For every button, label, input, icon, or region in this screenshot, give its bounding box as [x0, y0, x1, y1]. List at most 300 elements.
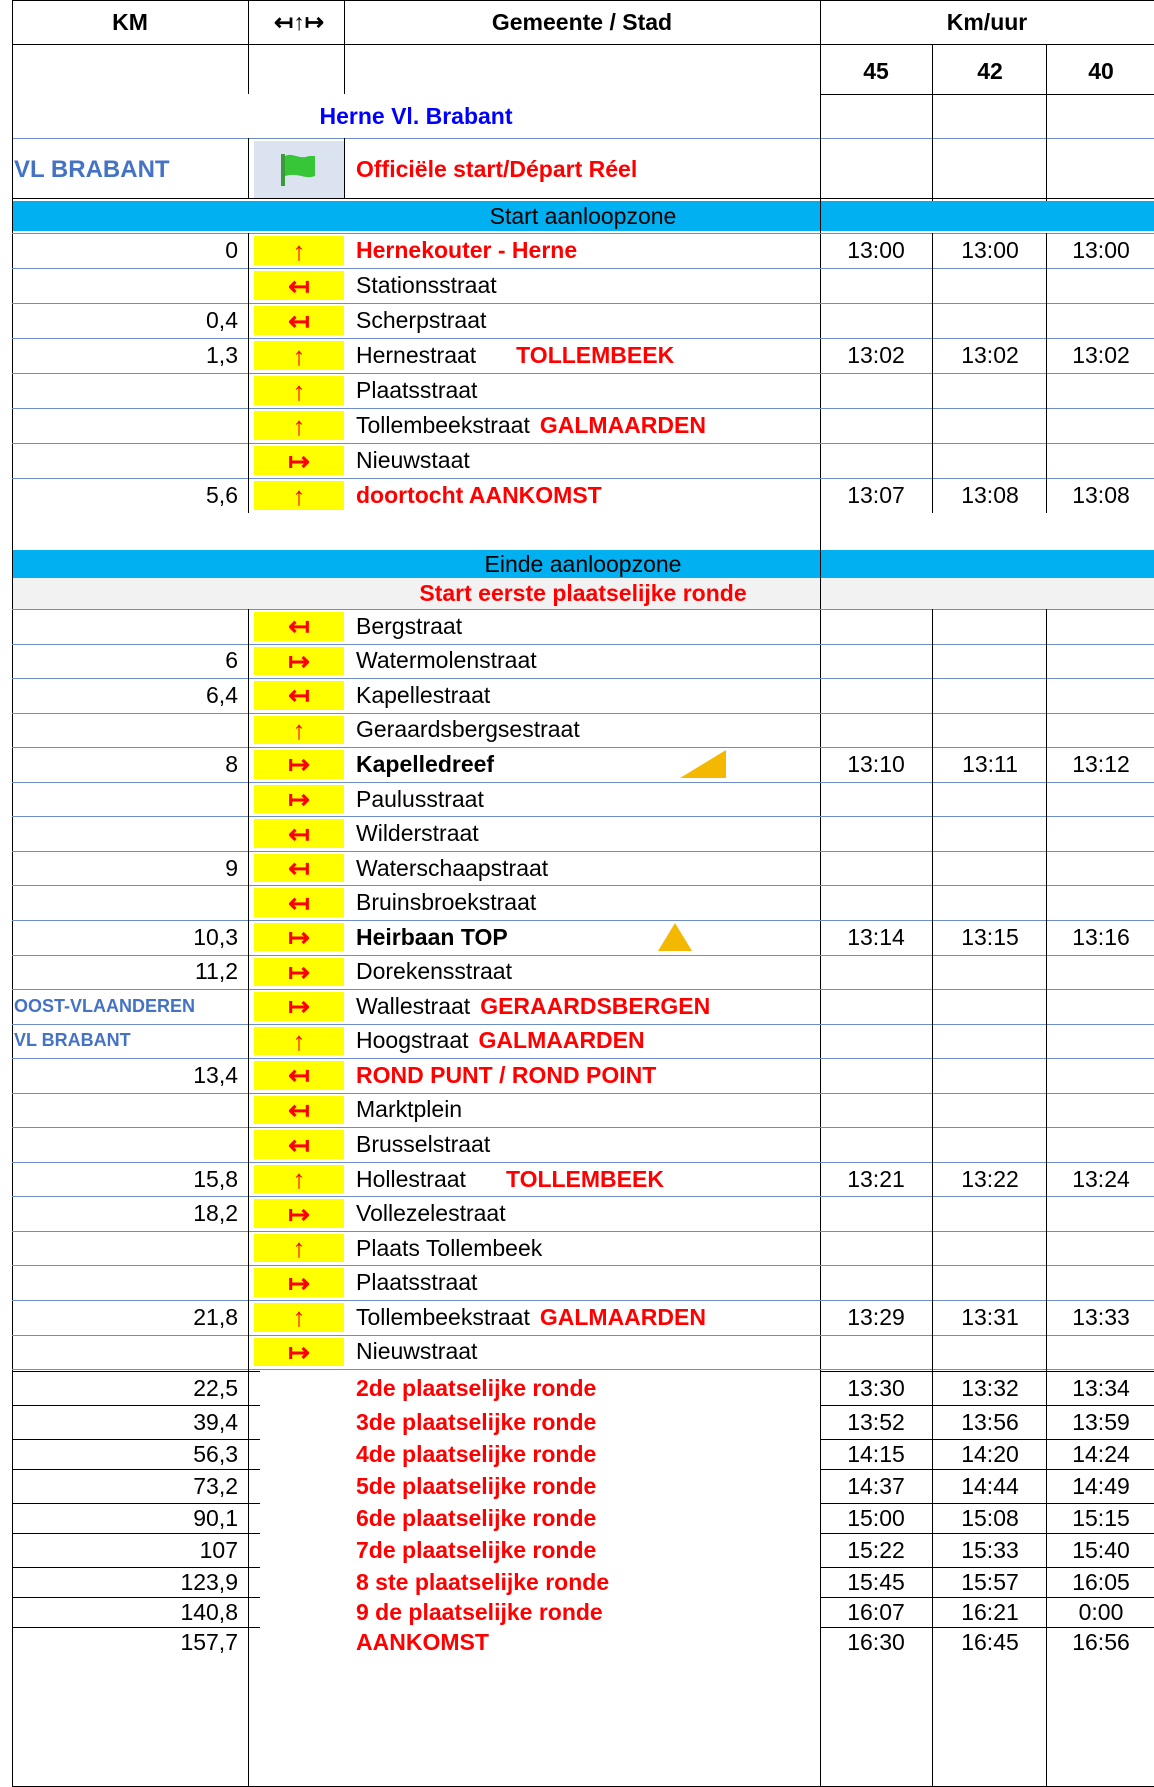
arrow-straight-icon: ↑ — [292, 715, 306, 745]
table-row — [0, 851, 1154, 886]
street-name: Plaatsstraat — [356, 1269, 478, 1296]
arrow-right-icon: ↦ — [288, 992, 310, 1021]
grid-line — [820, 1597, 1154, 1598]
time-cell: 14:24 — [1072, 1440, 1130, 1467]
km-cell: 6,4 — [206, 681, 238, 708]
direction-cell — [254, 681, 344, 710]
time-cell — [1048, 1196, 1154, 1231]
time-cell: 13:22 — [961, 1165, 1019, 1192]
km-cell: 18,2 — [193, 1200, 238, 1227]
arrow-left-icon: ↤ — [288, 612, 310, 641]
street-cell — [356, 1127, 820, 1162]
direction-cell — [254, 958, 344, 987]
direction-cell — [254, 888, 344, 917]
km-cell — [12, 1093, 248, 1128]
arrow-left-icon: ↤ — [288, 1095, 310, 1125]
km-cell: 0 — [225, 237, 238, 263]
time-cell: 13:02 — [1072, 342, 1130, 368]
street-cell — [356, 1024, 820, 1059]
km-cell: 10,3 — [193, 923, 238, 950]
street-name: Plaatsstraat — [356, 377, 478, 403]
time-cell — [820, 1196, 932, 1231]
street-name: Brusselstraat — [356, 1131, 491, 1158]
km-cell: VL BRABANT — [14, 1030, 131, 1051]
street-name: doortocht AANKOMST — [356, 482, 602, 508]
street-name: 4de plaatselijke ronde — [356, 1440, 597, 1467]
table-row — [0, 1567, 1154, 1597]
street-cell — [356, 1265, 820, 1300]
time-cell — [1048, 782, 1154, 817]
street-name: Heirbaan TOP — [356, 923, 508, 950]
km-cell: 123,9 — [180, 1568, 238, 1595]
grid-line — [820, 1533, 1154, 1534]
street-cell — [356, 1231, 820, 1266]
table-row — [0, 782, 1154, 817]
time-cell: 13:31 — [961, 1303, 1019, 1330]
time-cell — [934, 408, 1046, 443]
street-cell — [356, 885, 820, 920]
grid-line — [12, 408, 1154, 409]
table-row — [0, 1024, 1154, 1059]
grid-line — [12, 816, 1154, 817]
arrow-left-icon: ↤ — [288, 1130, 310, 1159]
km-cell: 0,4 — [206, 307, 238, 333]
time-cell — [934, 268, 1046, 303]
time-cell: 13:29 — [847, 1303, 905, 1330]
time-cell: 13:59 — [1072, 1408, 1130, 1435]
time-cell — [820, 1093, 932, 1128]
street-name: Kapelledreef — [356, 750, 495, 777]
direction-cell — [254, 306, 344, 335]
table-row — [0, 644, 1154, 679]
header-direction: ↤↑↦ — [273, 8, 325, 35]
time-cell — [1048, 851, 1154, 886]
time-cell: 16:45 — [961, 1628, 1019, 1655]
street-cell — [356, 1405, 820, 1439]
grid-line — [12, 1300, 1154, 1301]
time-cell — [820, 1127, 932, 1162]
time-cell — [1048, 678, 1154, 713]
street-cell — [356, 1371, 820, 1405]
km-cell — [12, 1231, 248, 1266]
time-cell — [1048, 644, 1154, 679]
grid-line — [12, 747, 1154, 748]
time-cell: 13:34 — [1072, 1374, 1130, 1401]
arrow-straight-icon: ↑ — [292, 411, 306, 440]
time-cell — [934, 816, 1046, 851]
street-cell — [356, 1533, 820, 1567]
table-row — [0, 920, 1154, 955]
grid-line — [12, 1597, 260, 1598]
time-cell — [820, 373, 932, 408]
km-cell: 157,7 — [180, 1628, 238, 1655]
km-cell — [12, 782, 248, 817]
street-name: Wilderstraat — [356, 820, 479, 847]
arrow-right-icon: ↦ — [288, 446, 310, 475]
time-cell — [934, 373, 1046, 408]
grid-line — [344, 0, 345, 94]
km-cell — [12, 268, 248, 303]
grid-line — [12, 0, 1154, 1]
direction-cell — [254, 376, 344, 405]
direction-cell — [254, 1338, 344, 1367]
grid-line — [932, 233, 933, 513]
time-cell: 0:00 — [1078, 1598, 1124, 1625]
grid-line — [932, 609, 933, 1369]
street-name: Paulusstraat — [356, 785, 484, 812]
time-cell: 13:10 — [847, 750, 905, 777]
km-cell: 90,1 — [193, 1504, 238, 1531]
grid-line — [248, 1369, 249, 1787]
street-cell — [356, 233, 820, 268]
arrow-straight-icon: ↑ — [292, 1164, 306, 1194]
direction-cell — [254, 1096, 344, 1125]
grid-line — [12, 955, 1154, 956]
table-row — [0, 1196, 1154, 1231]
header-km: KM — [112, 8, 148, 35]
table-row — [0, 443, 1154, 478]
time-cell: 13:12 — [1072, 750, 1130, 777]
arrow-left-icon: ↤ — [288, 853, 310, 883]
time-cell: 14:49 — [1072, 1472, 1130, 1499]
grid-line — [12, 268, 1154, 269]
table-row — [0, 1503, 1154, 1533]
grid-line — [1046, 44, 1047, 201]
time-cell: 15:15 — [1072, 1504, 1130, 1531]
direction-cell — [254, 785, 344, 814]
street-name: Geraardsbergsestraat — [356, 716, 580, 743]
direction-cell — [254, 271, 344, 300]
street-cell — [356, 268, 820, 303]
grid-line — [248, 609, 249, 1369]
arrow-straight-icon: ↑ — [292, 376, 306, 405]
time-cell — [820, 1058, 932, 1093]
street-cell — [356, 1196, 820, 1231]
grid-line — [12, 782, 1154, 783]
time-cell — [820, 609, 932, 644]
grid-line — [12, 478, 1154, 479]
street-cell — [356, 1627, 820, 1657]
town-name: GALMAARDEN — [478, 1027, 645, 1054]
km-cell: 22,5 — [193, 1374, 238, 1401]
time-cell — [1048, 1093, 1154, 1128]
grid-line — [12, 1567, 260, 1568]
km-cell: 15,8 — [193, 1165, 238, 1192]
km-cell: 13,4 — [193, 1061, 238, 1088]
street-name: 6de plaatselijke ronde — [356, 1504, 597, 1531]
grid-line — [820, 1567, 1154, 1568]
arrow-straight-icon: ↑ — [292, 1233, 306, 1263]
town-name: TOLLEMBEEK — [505, 1165, 664, 1192]
start-province: VL BRABANT — [14, 155, 170, 183]
table-row — [0, 478, 1154, 513]
town-name: GALMAARDEN — [539, 412, 706, 438]
summit-triangle-icon — [658, 923, 692, 951]
km-cell: 11,2 — [194, 958, 238, 985]
time-cell: 14:44 — [961, 1472, 1019, 1499]
time-cell — [934, 609, 1046, 644]
time-cell: 13:24 — [1072, 1165, 1130, 1192]
km-cell — [12, 443, 248, 478]
table-row — [0, 303, 1154, 338]
km-cell: 8 — [225, 750, 238, 777]
speeds-row — [0, 48, 1154, 94]
time-cell: 16:21 — [961, 1598, 1019, 1625]
arrow-right-icon: ↦ — [288, 750, 310, 779]
street-name: Scherpstraat — [356, 307, 487, 333]
grid-line — [932, 1369, 933, 1787]
street-cell — [356, 1597, 820, 1627]
grid-line — [12, 443, 1154, 444]
table-row — [0, 1265, 1154, 1300]
grid-line — [12, 303, 1154, 304]
time-cell — [1048, 1265, 1154, 1300]
time-cell — [1048, 443, 1154, 478]
speed-42: 42 — [977, 57, 1003, 84]
table-row — [0, 609, 1154, 644]
table-row — [0, 1533, 1154, 1567]
grid-line — [12, 989, 1154, 990]
km-cell: OOST-VLAANDEREN — [14, 995, 196, 1016]
speed-45: 45 — [863, 57, 889, 84]
arrow-left-icon: ↤ — [288, 819, 310, 848]
time-cell — [820, 268, 932, 303]
street-cell — [356, 816, 820, 851]
time-cell — [934, 989, 1046, 1024]
table-row — [0, 1371, 1154, 1405]
street-cell — [356, 478, 820, 513]
table-row — [0, 1469, 1154, 1503]
region-title: Herne Vl. Brabant — [319, 102, 513, 129]
street-name: Watermolenstraat — [356, 647, 537, 674]
time-cell: 13:52 — [847, 1408, 905, 1435]
grid-line — [12, 1196, 1154, 1197]
street-cell — [356, 1469, 820, 1503]
street-cell — [356, 989, 820, 1024]
time-cell — [820, 885, 932, 920]
street-cell — [356, 1503, 820, 1533]
direction-cell — [254, 923, 344, 952]
town-name: GALMAARDEN — [539, 1303, 706, 1330]
arrow-straight-icon: ↑ — [292, 236, 306, 265]
km-cell: 107 — [199, 1536, 238, 1563]
grid-line — [820, 1371, 1154, 1372]
street-cell — [356, 1567, 820, 1597]
time-cell: 15:45 — [847, 1568, 905, 1595]
street-cell — [356, 851, 820, 886]
time-cell: 13:33 — [1072, 1303, 1130, 1330]
time-cell — [934, 1265, 1046, 1300]
time-cell — [820, 989, 932, 1024]
time-cell: 13:02 — [961, 342, 1019, 368]
table-row — [0, 373, 1154, 408]
km-cell — [12, 816, 248, 851]
grid-line — [12, 1162, 1154, 1163]
direction-cell — [254, 1268, 344, 1297]
street-name: Kapellestraat — [356, 681, 491, 708]
street-cell — [356, 303, 820, 338]
table-row — [0, 233, 1154, 268]
band-start-eerste-ronde: Start eerste plaatselijke ronde — [12, 578, 1154, 609]
direction-cell — [254, 1303, 344, 1332]
grid-line — [820, 1503, 1154, 1504]
km-cell: 73,2 — [193, 1472, 238, 1499]
grid-line — [820, 1469, 1154, 1470]
grid-line — [12, 1371, 260, 1372]
direction-cell — [254, 1130, 344, 1159]
time-cell — [820, 816, 932, 851]
street-cell — [356, 443, 820, 478]
km-cell: 140,8 — [180, 1598, 238, 1625]
time-cell — [1048, 955, 1154, 990]
street-name: Bruinsbroekstraat — [356, 889, 537, 916]
arrow-right-icon: ↦ — [288, 1337, 310, 1367]
time-cell — [820, 303, 932, 338]
km-cell — [12, 1335, 248, 1370]
table-row — [0, 747, 1154, 782]
arrow-left-icon: ↤ — [288, 1061, 310, 1090]
street-name: Hoogstraat — [356, 1027, 469, 1054]
time-cell — [934, 1093, 1046, 1128]
grid-line — [12, 678, 1154, 679]
climb-ramp-icon — [680, 750, 726, 778]
street-cell — [356, 747, 820, 782]
street-cell — [356, 1058, 820, 1093]
time-cell: 13:00 — [1072, 237, 1130, 263]
arrow-right-icon: ↦ — [288, 922, 310, 952]
arrow-right-icon: ↦ — [288, 784, 310, 814]
time-cell: 14:37 — [847, 1472, 905, 1499]
header-speed: Km/uur — [946, 8, 1028, 35]
grid-line — [12, 713, 1154, 714]
time-cell: 14:15 — [847, 1440, 905, 1467]
direction-cell — [254, 750, 344, 779]
time-cell — [934, 644, 1046, 679]
arrow-straight-icon: ↑ — [292, 341, 306, 370]
header-row — [0, 0, 1154, 44]
time-cell — [820, 443, 932, 478]
street-cell — [356, 373, 820, 408]
band-einde-aanloopzone: Einde aanloopzone — [12, 550, 1154, 578]
time-cell: 15:08 — [961, 1504, 1019, 1531]
time-cell — [934, 1127, 1046, 1162]
street-name: 2de plaatselijke ronde — [356, 1374, 597, 1401]
km-cell — [12, 609, 248, 644]
grid-line — [12, 1503, 260, 1504]
time-cell — [1048, 1231, 1154, 1266]
time-cell: 15:22 — [847, 1536, 905, 1563]
arrow-right-icon: ↦ — [288, 957, 310, 987]
grid-line — [12, 1231, 1154, 1232]
time-cell — [934, 443, 1046, 478]
km-cell: 5,6 — [206, 482, 238, 508]
table-row — [0, 885, 1154, 920]
time-cell: 15:40 — [1072, 1536, 1130, 1563]
arrow-right-icon: ↦ — [288, 1268, 310, 1297]
table-row — [0, 816, 1154, 851]
grid-line — [248, 233, 249, 513]
table-row — [0, 955, 1154, 990]
direction-cell — [254, 1199, 344, 1228]
time-cell: 16:07 — [847, 1598, 905, 1625]
street-name: 8 ste plaatselijke ronde — [356, 1568, 610, 1595]
grid-line — [12, 1335, 1154, 1336]
grid-line — [12, 851, 1154, 852]
street-name: Vollezelestraat — [356, 1200, 506, 1227]
band-start-aanloopzone: Start aanloopzone — [12, 201, 1154, 231]
street-name: Dorekensstraat — [356, 958, 512, 985]
time-cell — [1048, 816, 1154, 851]
direction-cell — [254, 716, 344, 745]
time-cell — [820, 1335, 932, 1370]
grid-line — [820, 1405, 1154, 1406]
direction-cell — [254, 341, 344, 370]
grid-line — [820, 1439, 1154, 1440]
arrow-left-icon: ↤ — [288, 888, 310, 917]
direction-cell — [254, 446, 344, 475]
time-cell — [1048, 713, 1154, 748]
time-cell — [934, 303, 1046, 338]
table-row — [0, 1300, 1154, 1335]
km-cell: 1,3 — [206, 342, 238, 368]
km-cell: 21,8 — [193, 1303, 238, 1330]
time-cell — [1048, 303, 1154, 338]
direction-cell — [254, 854, 344, 883]
table-row — [0, 1439, 1154, 1469]
time-cell: 13:08 — [1072, 482, 1130, 508]
arrow-straight-icon: ↑ — [292, 481, 306, 510]
street-name: AANKOMST — [356, 1628, 489, 1655]
grid-line — [12, 198, 1154, 199]
time-cell: 13:15 — [961, 923, 1019, 950]
time-cell — [1048, 989, 1154, 1024]
table-row — [0, 338, 1154, 373]
direction-cell — [254, 1027, 344, 1056]
grid-line — [12, 1093, 1154, 1094]
street-name: 7de plaatselijke ronde — [356, 1536, 597, 1563]
time-cell: 13:14 — [847, 923, 905, 950]
time-cell: 13:00 — [847, 237, 905, 263]
arrow-right-icon: ↦ — [288, 1199, 310, 1228]
grid-line — [12, 1627, 260, 1628]
grid-line — [12, 1405, 260, 1406]
flag-cell — [254, 141, 344, 198]
table-row — [0, 1627, 1154, 1657]
grid-line — [932, 44, 933, 201]
grid-line — [12, 1469, 260, 1470]
time-cell — [1048, 373, 1154, 408]
street-cell — [356, 920, 820, 955]
grid-line — [12, 138, 1154, 139]
street-cell — [356, 1439, 820, 1469]
street-cell — [356, 644, 820, 679]
km-cell — [12, 408, 248, 443]
grid-line — [12, 1058, 1154, 1059]
time-cell — [934, 851, 1046, 886]
street-cell — [356, 408, 820, 443]
direction-cell — [254, 992, 344, 1021]
direction-cell — [254, 1165, 344, 1194]
time-cell: 13:02 — [847, 342, 905, 368]
time-cell — [934, 1335, 1046, 1370]
table-row — [0, 989, 1154, 1024]
time-cell — [820, 644, 932, 679]
direction-cell — [254, 819, 344, 848]
direction-cell — [254, 647, 344, 676]
direction-cell — [254, 236, 344, 265]
time-cell — [934, 713, 1046, 748]
time-cell — [820, 713, 932, 748]
